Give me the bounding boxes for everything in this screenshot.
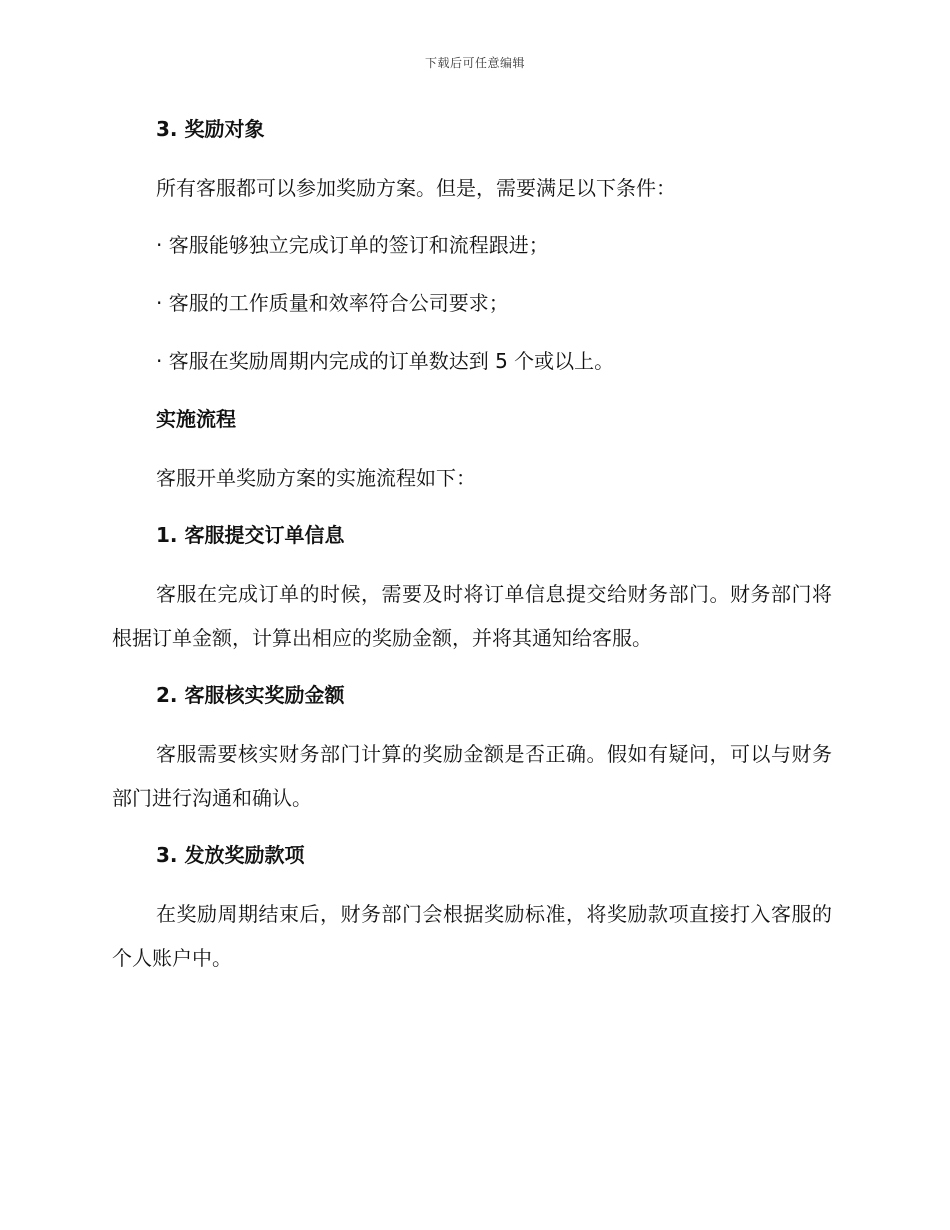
paragraph-step-3: 在奖励周期结束后，财务部门会根据奖励标准，将奖励款项直接打入客服的个人账户中。 <box>112 902 832 970</box>
paragraph-process-intro: 客服开单奖励方案的实施流程如下： <box>156 466 476 490</box>
paragraph-step-1: 客服在完成订单的时候，需要及时将订单信息提交给财务部门。财务部门将根据订单金额，计算出相应的奖励金额，并将其通知给客服。 <box>112 582 832 650</box>
bullet-item: · 客服能够独立完成订单的签订和流程跟进； <box>156 233 549 257</box>
heading-step-2: 2. 客服核实奖励金额 <box>156 683 345 707</box>
bullet-item: · 客服在奖励周期内完成的订单数达到 5 个或以上。 <box>156 349 615 373</box>
heading-process: 实施流程 <box>156 407 236 431</box>
document-body <box>112 108 832 994</box>
heading-step-1: 1. 客服提交订单信息 <box>156 523 345 547</box>
paragraph-step-2: 客服需要核实财务部门计算的奖励金额是否正确。假如有疑问，可以与财务部门进行沟通和确认。 <box>112 742 832 810</box>
heading-reward-target: 3. 奖励对象 <box>156 117 265 141</box>
heading-step-3: 3. 发放奖励款项 <box>156 843 305 867</box>
paragraph-all-staff: 所有客服都可以参加奖励方案。但是，需要满足以下条件： <box>156 176 676 200</box>
header-note: 下载后可任意编辑 <box>424 56 525 70</box>
bullet-item: · 客服的工作质量和效率符合公司要求； <box>156 291 509 315</box>
